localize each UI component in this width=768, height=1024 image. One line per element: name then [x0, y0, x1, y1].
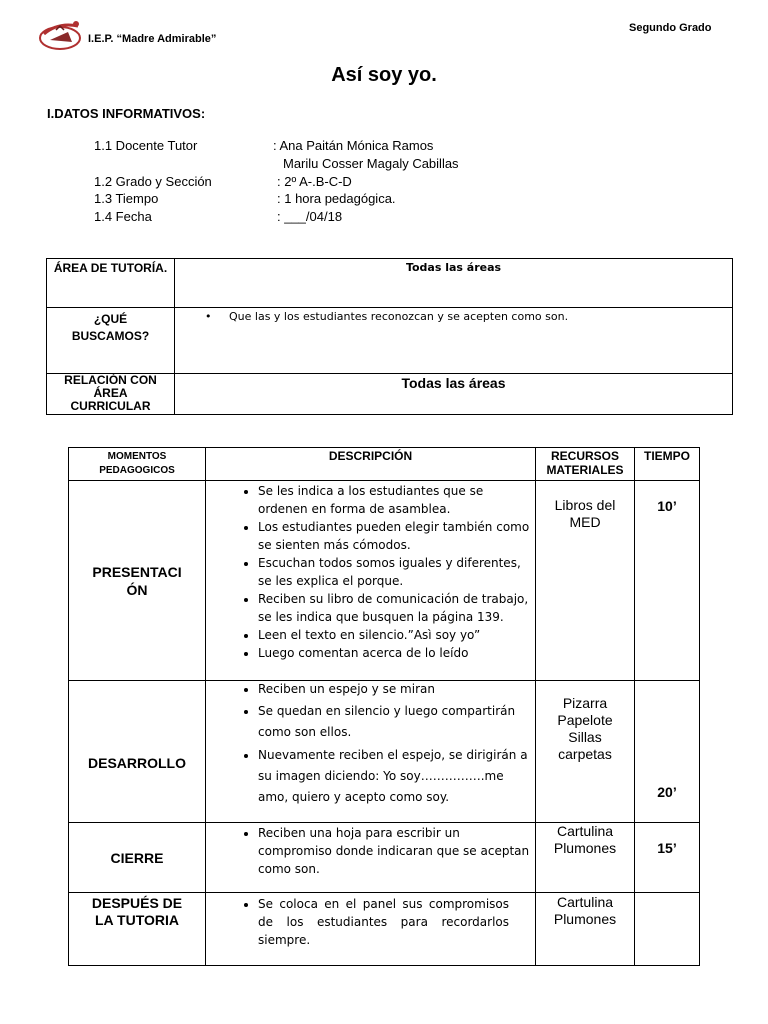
list-item: • Reciben una hoja para escribir un compromiso donde indicaran que se aceptan como son.: [258, 824, 535, 878]
table-row: [69, 823, 700, 893]
list-item: • Se coloca en el panel sus compromisos de los estudiantes para recordarlos siempre.: [258, 895, 535, 949]
page-title: Así soy yo.: [331, 64, 437, 86]
relacion-value: Todas las áreas: [175, 374, 733, 415]
resources-presentacion: Libros del MED: [536, 481, 635, 681]
list-item: • Luego comentan acerca de lo leído: [258, 644, 535, 662]
area-label: ÁREA DE TUTORÍA.: [47, 259, 175, 308]
header-recursos: RECURSOS MATERIALES: [536, 448, 635, 481]
time-despues: [635, 893, 700, 966]
moments-table: [68, 447, 700, 966]
moment-desarrollo: DESARROLLO: [69, 681, 206, 823]
info-value-docente: : Ana Paitán Mónica Ramos: [273, 138, 434, 153]
list-item: • Leen el texto en silencio.”Asì soy yo”: [258, 626, 535, 644]
grade-label: Segundo Grado: [629, 22, 712, 34]
info-value-docente-2: Marilu Cosser Magaly Cabillas: [283, 156, 459, 171]
time-cierre: 15’: [635, 823, 700, 893]
info-value-grado: : 2º A-.B-C-D: [277, 174, 352, 189]
info-value-tiempo: : 1 hora pedagógica.: [277, 191, 396, 206]
description-presentacion: [206, 481, 536, 681]
area-value: Todas las áreas: [175, 259, 733, 308]
resources-despues: Cartulina Plumones: [536, 893, 635, 966]
description-desarrollo: [206, 681, 536, 823]
relacion-label: RELACIÓN CON ÁREA CURRICULAR: [47, 374, 175, 415]
header-momentos: MOMENTOS PEDAGOGICOS: [69, 448, 206, 481]
list-item: • Los estudiantes pueden elegir también como se sienten más cómodos.: [258, 518, 535, 554]
buscamos-label: ¿QUÉ BUSCAMOS?: [47, 308, 175, 374]
table-row: [69, 481, 700, 681]
time-presentacion: 10’: [635, 481, 700, 681]
table-row: [69, 893, 700, 966]
info-label-tiempo: 1.3 Tiempo: [94, 191, 159, 206]
buscamos-value: • Que las y los estudiantes reconozcan y se acepten como son.: [175, 308, 733, 374]
list-item: • Se quedan en silencio y luego compartirán como son ellos.: [258, 701, 535, 743]
section-heading: I.DATOS INFORMATIVOS:: [47, 106, 206, 121]
resources-desarrollo: Pizarra Papelote Sillas carpetas: [536, 681, 635, 823]
area-table: [46, 258, 733, 415]
description-cierre: [206, 823, 536, 893]
time-desarrollo: 20’: [635, 681, 700, 823]
info-value-fecha: : ___/04/18: [277, 209, 343, 224]
info-label-docente: 1.1 Docente Tutor: [94, 138, 198, 153]
list-item: • Reciben un espejo y se miran: [258, 680, 535, 698]
moment-cierre: CIERRE: [69, 823, 206, 893]
description-despues: [206, 893, 536, 966]
info-label-fecha: 1.4 Fecha: [94, 209, 152, 224]
table-row: [69, 681, 700, 823]
header-tiempo: TIEMPO: [635, 448, 700, 481]
list-item: • Escuchan todos somos iguales y diferentes, se les explica el porque.: [258, 554, 535, 590]
list-item: • Reciben su libro de comunicación de trabajo, se les indica que busquen la página 139.: [258, 590, 535, 626]
bullet-icon: •: [205, 310, 212, 323]
header-descripcion: DESCRIPCIÓN: [206, 448, 536, 481]
resources-cierre: Cartulina Plumones: [536, 823, 635, 893]
moment-despues: DESPUÉS DE LA TUTORIA: [69, 893, 206, 966]
school-name: I.E.P. “Madre Admirable”: [88, 33, 217, 45]
moment-presentacion: PRESENTACIÓN: [69, 481, 206, 681]
school-logo: [38, 16, 86, 52]
list-item: • Se les indica a los estudiantes que se ordenen en forma de asamblea.: [258, 482, 535, 518]
info-label-grado: 1.2 Grado y Sección: [94, 174, 212, 189]
list-item: • Nuevamente reciben el espejo, se dirigirán a su imagen diciendo: Yo soy…………….me amo, quiero y acepto como soy.: [258, 745, 535, 808]
